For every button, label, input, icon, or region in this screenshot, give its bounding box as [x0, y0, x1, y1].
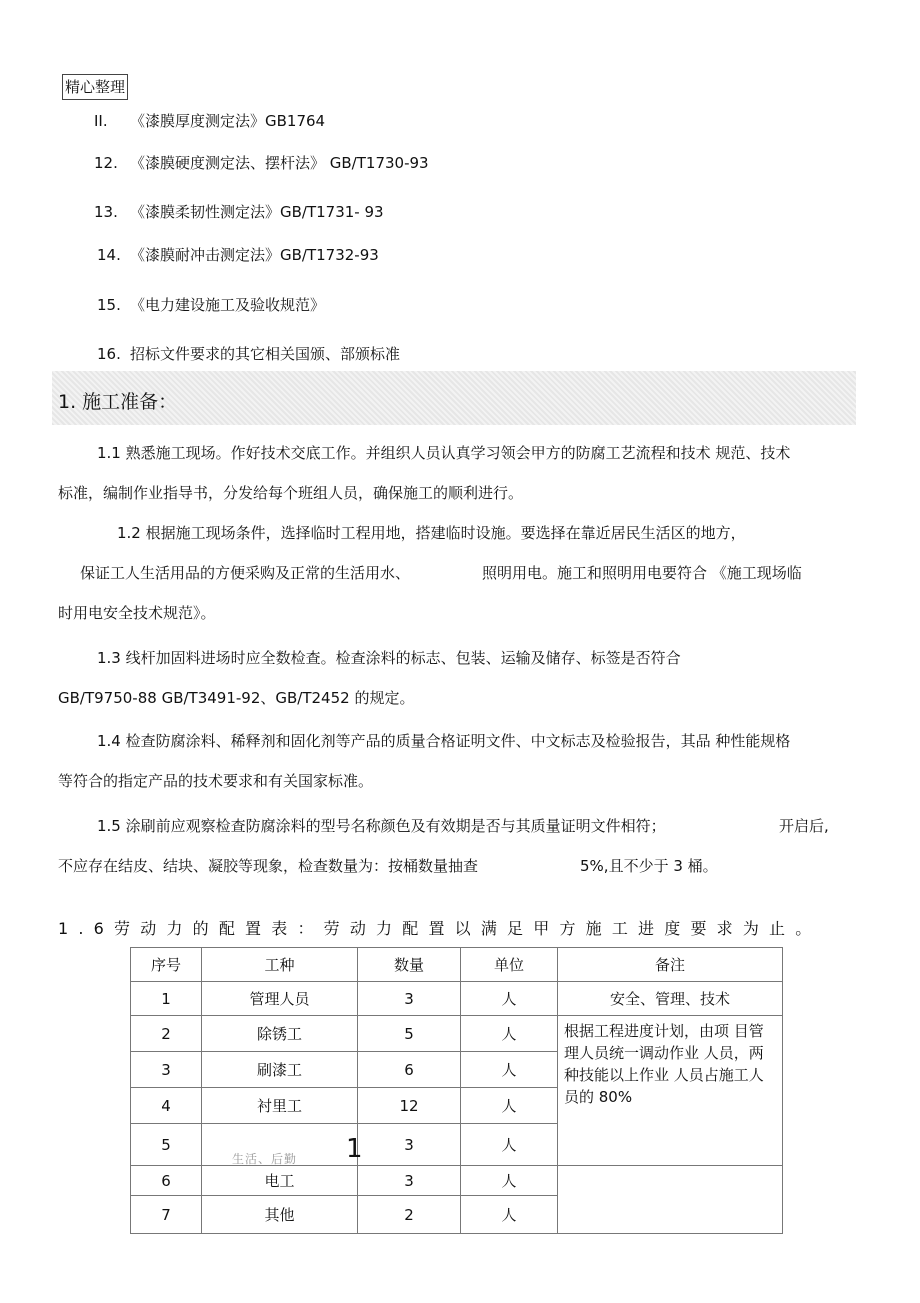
- cell-unit: 人: [461, 1166, 558, 1196]
- cell-type: 刷漆工: [202, 1052, 358, 1088]
- ref-item-12-text: 《漆膜硬度测定法、摆杆法》 GB/T1730-93: [130, 154, 429, 172]
- overlay-page-number: 1: [346, 1134, 363, 1164]
- ref-item-16-number: 16.: [97, 345, 121, 363]
- paragraph-1-1-line1: 1.1 熟悉施工现场。作好技术交底工作。并组织人员认真学习领会甲方的防腐工艺流程和技术 规范、技术: [97, 444, 791, 462]
- cell-no: 2: [131, 1016, 202, 1052]
- cell-unit: 人: [461, 1016, 558, 1052]
- paragraph-1-2-line2b: 照明用电。施工和照明用电要符合 《施工现场临: [482, 564, 802, 582]
- cell-no: 6: [131, 1166, 202, 1196]
- cell-qty: 2: [358, 1196, 461, 1234]
- cell-qty: 5: [358, 1016, 461, 1052]
- cell-type: 管理人员: [202, 982, 358, 1016]
- table-row: [131, 1016, 783, 1052]
- cell-qty: 3: [358, 1124, 461, 1166]
- cell-no: 1: [131, 982, 202, 1016]
- cell-qty: 3: [358, 1166, 461, 1196]
- paragraph-1-2-line1: 1.2 根据施工现场条件，选择临时工程用地，搭建临时设施。要选择在靠近居民生活区的地方，: [117, 524, 746, 542]
- paragraph-1-4-line1: 1.4 检查防腐涂料、稀释剂和固化剂等产品的质量合格证明文件、中文标志及检验报告，其品 种性能规格: [97, 732, 791, 750]
- crew-allocation-table: [130, 947, 783, 1234]
- header-unit: 单位: [461, 948, 558, 982]
- header-stamp: 精心整理: [62, 74, 128, 100]
- paragraph-1-4-line2: 等符合的指定产品的技术要求和有关国家标准。: [58, 772, 374, 790]
- cell-type: 其他: [202, 1196, 358, 1234]
- overlay-faint-label: 生活、后勤: [232, 1152, 298, 1166]
- cell-unit: 人: [461, 1052, 558, 1088]
- ref-item-15-text: 《电力建设施工及验收规范》: [130, 296, 326, 314]
- ref-item-13-number: 13.: [94, 203, 118, 221]
- table-header-row: [131, 948, 783, 982]
- ref-item-13-text: 《漆膜柔韧性测定法》GB/T1731- 93: [130, 203, 384, 221]
- table-row: [131, 1166, 783, 1196]
- cell-unit: 人: [461, 982, 558, 1016]
- ref-item-14-text: 《漆膜耐冲击测定法》GB/T1732-93: [130, 246, 379, 264]
- paragraph-1-6: 1.6劳动力的配置表：劳动力配置以满足甲方施工进度要求为止。: [58, 919, 822, 938]
- paragraph-1-5-line2a: 不应存在结皮、结块、凝胶等现象，检查数量为：按桶数量抽查: [58, 857, 479, 875]
- header-note: 备注: [558, 948, 783, 982]
- ref-item-15-number: 15.: [97, 296, 121, 314]
- cell-type: 电工: [202, 1166, 358, 1196]
- cell-type: 除锈工: [202, 1016, 358, 1052]
- cell-note: 安全、管理、技术: [558, 982, 783, 1016]
- ref-item-11-text: 《漆膜厚度测定法》GB1764: [130, 112, 326, 130]
- header-qty: 数量: [358, 948, 461, 982]
- section-title: 1. 施工准备：: [58, 391, 178, 413]
- cell-no: 7: [131, 1196, 202, 1234]
- cell-unit: 人: [461, 1124, 558, 1166]
- cell-unit: 人: [461, 1088, 558, 1124]
- cell-note-merged: 根据工程进度计划，由项 目管理人员统一调动作业 人员，两种技能以上作业 人员占施工人员的 80%: [558, 1016, 783, 1166]
- cell-type: 衬里工: [202, 1088, 358, 1124]
- cell-qty: 3: [358, 982, 461, 1016]
- table-row: [131, 982, 783, 1016]
- cell-qty: 12: [358, 1088, 461, 1124]
- cell-qty: 6: [358, 1052, 461, 1088]
- paragraph-1-5-line1a: 1.5 涂刷前应观察检查防腐涂料的型号名称颜色及有效期是否与其质量证明文件相符；: [97, 817, 666, 835]
- ref-item-14-number: 14.: [97, 246, 121, 264]
- cell-note-empty: [558, 1166, 783, 1234]
- cell-no: 4: [131, 1088, 202, 1124]
- paragraph-1-3-line1: 1.3 线杆加固料进场时应全数检查。检查涂料的标志、包装、运输及储存、标签是否符合: [97, 649, 681, 667]
- ref-item-12-number: 12.: [94, 154, 118, 172]
- cell-unit: 人: [461, 1196, 558, 1234]
- cell-no: 5: [131, 1124, 202, 1166]
- ref-item-11-number: II.: [94, 112, 108, 130]
- paragraph-1-1-line2: 标准，编制作业指导书，分发给每个班组人员，确保施工的顺利进行。: [58, 484, 524, 502]
- cell-no: 3: [131, 1052, 202, 1088]
- paragraph-1-2-line2a: 保证工人生活用品的方便采购及正常的生活用水、: [80, 564, 411, 582]
- paragraph-1-3-line2: GB/T9750-88 GB/T3491-92、GB/T2452 的规定。: [58, 689, 415, 707]
- paragraph-1-5-line1b: 开启后,: [779, 817, 829, 835]
- paragraph-1-5-line2b: 5%,且不少于 3 桶。: [580, 857, 718, 875]
- ref-item-16-text: 招标文件要求的其它相关国颁、部颁标准: [130, 345, 401, 363]
- header-no: 序号: [131, 948, 202, 982]
- paragraph-1-2-line3: 时用电安全技术规范》。: [58, 604, 216, 622]
- header-type: 工种: [202, 948, 358, 982]
